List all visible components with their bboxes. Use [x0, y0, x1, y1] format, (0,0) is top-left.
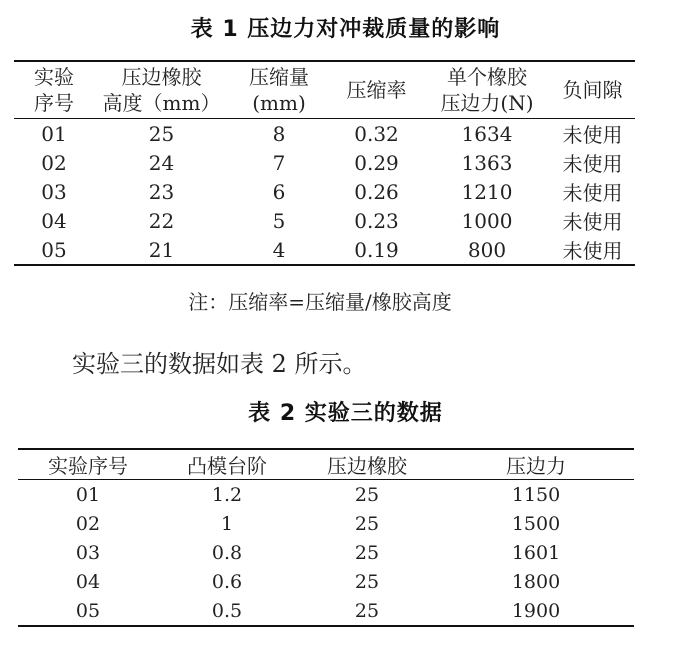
- table-cell: 1500: [511, 512, 561, 535]
- table-cell: 25: [354, 570, 380, 593]
- table-row: [18, 509, 634, 538]
- table-cell: 25: [354, 483, 380, 506]
- table-cell: 4: [272, 237, 286, 262]
- table-cell: 未使用: [562, 123, 623, 147]
- table-row: [14, 148, 635, 177]
- table1: [14, 60, 635, 266]
- table-cell: 5: [272, 208, 286, 233]
- table2: [18, 448, 634, 627]
- table-row: [14, 177, 635, 206]
- table2-header-id: 实验序号: [18, 449, 158, 480]
- table1-header-compression: 压缩量 (mm): [229, 61, 329, 119]
- table2-header-rubber: 压边橡胶: [296, 449, 438, 480]
- table-cell: 1150: [511, 483, 561, 506]
- table1-header-negative-clearance: 负间隙: [550, 61, 635, 119]
- table-cell: 05: [75, 599, 101, 622]
- table-cell: 25: [354, 512, 380, 535]
- table-row: [14, 119, 635, 149]
- table-cell: 1800: [511, 570, 561, 593]
- table1-header-single-force: 单个橡胶 压边力(N): [424, 61, 550, 119]
- table-row: [18, 480, 634, 510]
- table1-header-rubber-height: 压边橡胶 高度（mm）: [94, 61, 229, 119]
- table-cell: 0.32: [354, 121, 399, 146]
- table-cell: 6: [272, 179, 286, 204]
- table-cell: 21: [148, 237, 175, 262]
- table-cell: 1634: [461, 121, 513, 146]
- table-cell: 1363: [461, 150, 513, 175]
- table-cell: 0.23: [354, 208, 399, 233]
- table-cell: 03: [75, 541, 101, 564]
- table-cell: 1601: [511, 541, 561, 564]
- table-cell: 01: [41, 121, 67, 146]
- table-cell: 0.19: [354, 237, 399, 262]
- table-cell: 未使用: [562, 239, 623, 263]
- table1-header-compression-ratio: 压缩率: [329, 61, 424, 119]
- table1-note: 注：压缩率=压缩量/橡胶高度: [188, 290, 452, 314]
- table-cell: 1210: [461, 179, 513, 204]
- table-cell: 0.26: [354, 179, 399, 204]
- table1-caption: 表 1 压边力对冲裁质量的影响: [190, 17, 501, 42]
- table-row: [18, 538, 634, 567]
- table-cell: 03: [41, 179, 67, 204]
- body-paragraph: 实验三的数据如表 2 所示。: [72, 350, 367, 378]
- table-cell: 0.5: [211, 599, 243, 622]
- table-row: [18, 567, 634, 596]
- table-cell: 25: [354, 599, 380, 622]
- table-cell: 0.6: [211, 570, 243, 593]
- table-cell: 02: [75, 512, 101, 535]
- table-cell: 05: [41, 237, 67, 262]
- table-cell: 未使用: [562, 152, 623, 176]
- table1-header-id: 实验 序号: [14, 61, 94, 119]
- table-cell: 0.8: [211, 541, 243, 564]
- table-cell: 1.2: [211, 483, 243, 506]
- table-cell: 22: [148, 208, 175, 233]
- table-cell: 02: [41, 150, 67, 175]
- table-cell: 24: [148, 150, 175, 175]
- table-cell: 7: [272, 150, 286, 175]
- table2-caption: 表 2 实验三的数据: [248, 401, 443, 426]
- table-cell: 01: [75, 483, 101, 506]
- table-row: [18, 596, 634, 626]
- table-row: [14, 235, 635, 265]
- table-cell: 8: [272, 121, 286, 146]
- table-cell: 04: [75, 570, 101, 593]
- table-cell: 未使用: [562, 181, 623, 205]
- table1-header-row: [14, 61, 635, 119]
- table-cell: 0.29: [354, 150, 399, 175]
- table-cell: 04: [41, 208, 67, 233]
- table-cell: 25: [148, 121, 175, 146]
- table-cell: 未使用: [562, 210, 623, 234]
- table-cell: 25: [354, 541, 380, 564]
- table-cell: 1900: [511, 599, 561, 622]
- table-row: [14, 206, 635, 235]
- table-cell: 1000: [461, 208, 513, 233]
- table2-header-punch-step: 凸模台阶: [158, 449, 296, 480]
- table-cell: 1: [220, 512, 234, 535]
- table2-header-force: 压边力: [438, 449, 634, 480]
- table2-header-row: [18, 449, 634, 480]
- table-cell: 23: [148, 179, 175, 204]
- table-cell: 800: [467, 237, 507, 262]
